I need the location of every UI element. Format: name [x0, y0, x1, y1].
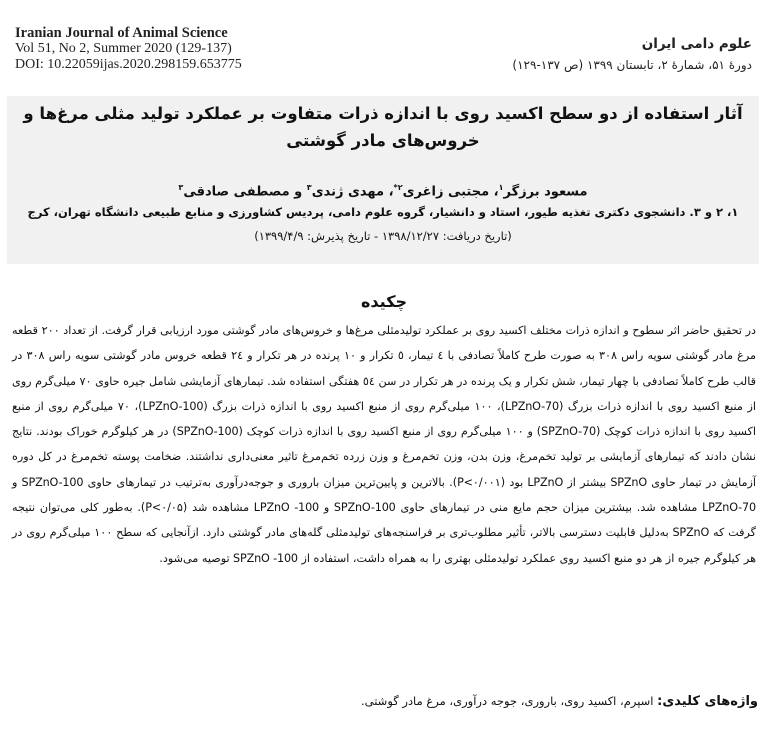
author-separator: و — [289, 184, 307, 200]
affiliation: ۱، ۲ و ۳. دانشجوی دکتری تغذیه طیور، استاد و دانشیار، گروه علوم دامی، پردیس کشاورزی و منابع طبیعی دانشگاه تهران، کرج — [27, 205, 739, 219]
journal-header-english — [15, 25, 242, 73]
journal-volume-en: Vol 51, No 2, Summer 2020 (129-137) — [15, 41, 232, 56]
keywords — [12, 690, 758, 713]
abstract-heading: چکیده — [360, 292, 408, 311]
author: مهدی ژندی — [311, 184, 385, 200]
journal-volume-fa: دورۀ ۵۱، شمارۀ ۲، تابستان ۱۳۹۹ (ص ۱۳۷-۱۲۹) — [512, 58, 752, 72]
journal-name-en: Iranian Journal of Animal Science — [15, 25, 228, 41]
author: مصطفی صادقی — [183, 184, 290, 200]
author-separator: ، — [384, 184, 394, 200]
journal-doi: DOI: 10.22059ijas.2020.298159.653775 — [15, 57, 242, 72]
keywords-list: اسپرم، اکسید روی، باروری، جوجه درآوری، مرغ مادر گوشتی. — [360, 694, 658, 708]
received-accepted-dates: (تاریخ دریافت: ۱۳۹۸/۱۲/۲۷ - تاریخ پذیرش: ۱۳۹۹/۴/۹) — [254, 229, 512, 243]
author-separator: ، — [489, 184, 499, 200]
author-affil-mark: ۱ — [498, 183, 504, 192]
journal-name-fa: علوم دامی ایران — [641, 36, 752, 52]
author-list — [7, 177, 759, 203]
author: مسعود برزگر — [503, 184, 588, 200]
author: مجتبی زاغری — [402, 184, 490, 200]
paper-title: آثار استفاده از دو سطح اکسید روی با اندازه ذرات متفاوت بر عملکرد تولید مثلی مرغ‌ها و خروس‌های مادر گوشتی — [23, 104, 743, 150]
author-affil-mark: ۳ — [178, 183, 184, 192]
keywords-label: واژه‌های کلیدی: — [657, 694, 758, 709]
journal-header-persian — [512, 33, 752, 75]
author-affil-mark: ۲* — [393, 183, 403, 192]
abstract-body: در تحقیق حاضر اثر سطوح و اندازه ذرات مختلف اکسید روی بر عملکرد تولیدمثلی مرغ‌ها و خروس‌های مادر گوشتی مورد ارزیابی قرار گرفت. از تعداد ۲۰۰ قطعه مرغ مادر گوشتی سویه راس ۳۰۸ به صورت طرح کاملاً تصادفی با ٤ تیمار، ٥ تکرار و ۱۰ پرنده در هر تکرار و ٢٤ قطعه خروس مادر گوشتی سویه راس ۳۰۸ در قالب طرح کاملاً تصادفی با چهار تیمار، شش تکرار و یک پرنده در هر تکرار در سن ٥٤ هفتگی استفاده شد. تیمارهای آزمایشی شامل جیره حاوی ۷۰ میلی‌گرم روی از منبع اکسید روی با اندازه ذرات بزرگ (LPZnO-70)، ۱۰۰ میلی‌گرم روی از منبع اکسید روی با اندازه ذرات بزرگ (LPZnO-100)، ۷۰ میلی‌گرم روی از منبع اکسید روی با اندازه ذرات کوچک (SPZnO-70) و ۱۰۰ میلی‌گرم روی از منبع اکسید روی با اندازه ذرات کوچک (SPZnO-100) در هر کیلوگرم خوراک بودند. نتایج نشان دادند که تیمارهای آزمایشی بر تولید تخم‌مرغ، وزن بدن، وزن تخم‌مرغ و وزن زرده تخم‌مرغ تاثیر معنی‌داری نداشتند. ضخامت پوسته تخم‌مرغ در کل دوره آزمایش در تیمار حاوی SPZnO بیشتر از LPZnO بود (P<۰/۰۰۱). بالاترین و پایین‌ترین میزان باروری و جوجه‌درآوری به‌ترتیب در تیمارهای حاوی SPZnO-100 و LPZnO-70 مشاهده شد. بیشترین میزان حجم مایع منی در تیمارهای حاوی SPZnO-100 و LPZnO -100 مشاهده شد (P<۰/۰۵). به‌طور کلی می‌توان نتیجه گرفت که SPZnO به‌دلیل قابلیت دسترسی بالاتر، تأثیر مطلوب‌تری بر فراسنجه‌های تولیدمثلی گله‌های مادر گوشتی دارد. ازآنجایی که سطح ۱۰۰ میلی‌گرم روی در هر کیلوگرم جیره از هر دو منبع اکسید روی عملکرد تولیدمثلی بهتری را به همراه داشت، استفاده از SPZnO -100 توصیه می‌شود. — [12, 324, 756, 565]
author-affil-mark: ۳ — [306, 183, 312, 192]
